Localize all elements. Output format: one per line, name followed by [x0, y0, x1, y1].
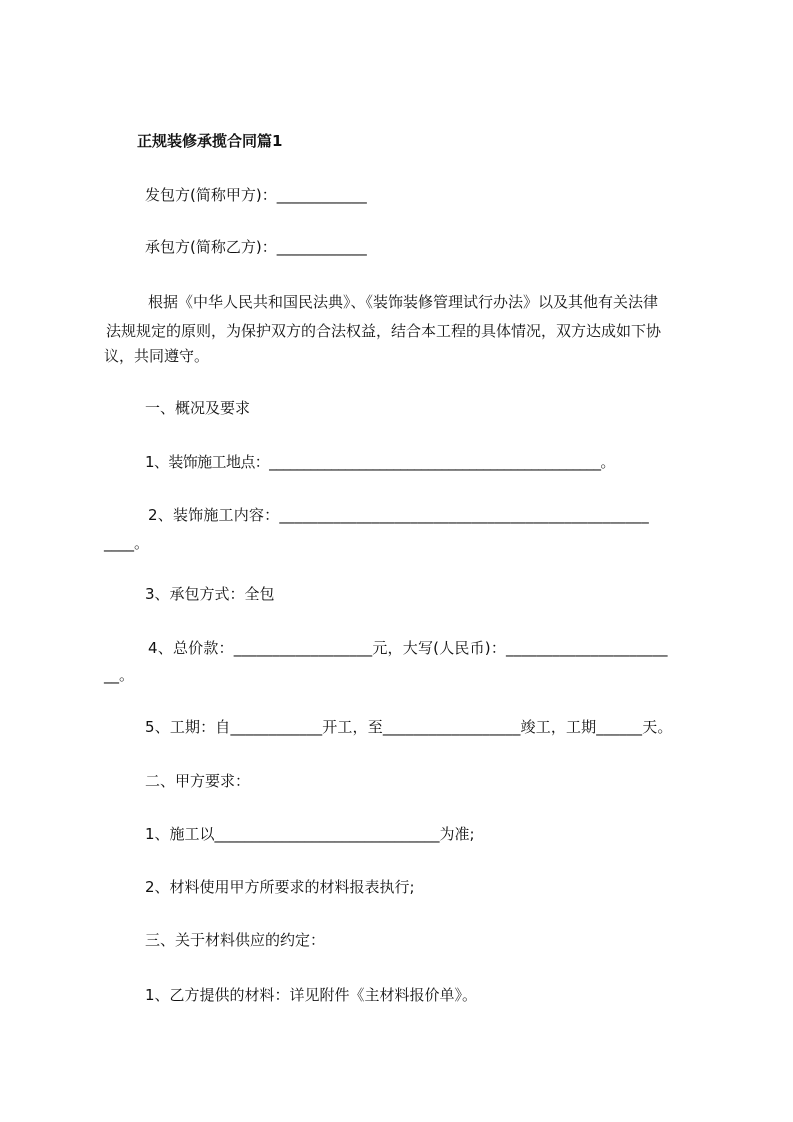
document-title: 正规装修承揽合同篇1 — [137, 132, 283, 150]
item-1-3-contract-type: 3、承包方式：全包 — [145, 585, 275, 603]
section-2-heading: 二、甲方要求： — [145, 772, 251, 790]
preamble-line-2: 法规规定的原则，为保护双方的合法权益，结合本工程的具体情况，双方达成如下协 — [106, 322, 662, 340]
party-b-field: 承包方(简称乙方)：____________ — [145, 238, 367, 256]
item-1-4-total-price-cont: __。 — [104, 666, 135, 684]
party-a-field: 发包方(简称甲方)：____________ — [145, 186, 367, 204]
item-1-2-content: 2、装饰施工内容：________________________________________________ — [148, 506, 649, 524]
item-1-1-location: 1、装饰施工地点：________________________________________________。 — [145, 453, 615, 471]
preamble-line-1: 根据《中华人民共和国民法典》、《装饰装修管理试行办法》以及其他有关法律 — [148, 293, 659, 311]
section-3-heading: 三、关于材料供应的约定： — [145, 931, 326, 949]
preamble-line-3: 议，共同遵守。 — [104, 347, 210, 365]
item-1-2-content-cont: ____。 — [104, 534, 150, 552]
item-1-4-total-price: 4、总价款：__________________元，大写(人民币)：_____________________ — [148, 639, 668, 657]
item-1-5-schedule: 5、工期：自____________开工，至__________________竣工，工期______天。 — [145, 718, 673, 736]
item-2-1-standard: 1、施工以______________________________为准; — [145, 825, 475, 843]
item-3-1-supplied-materials: 1、乙方提供的材料：详见附件《主材料报价单》。 — [145, 986, 478, 1004]
section-1-heading: 一、概况及要求 — [145, 399, 251, 417]
item-2-2-materials: 2、材料使用甲方所要求的材料报表执行; — [145, 878, 415, 896]
